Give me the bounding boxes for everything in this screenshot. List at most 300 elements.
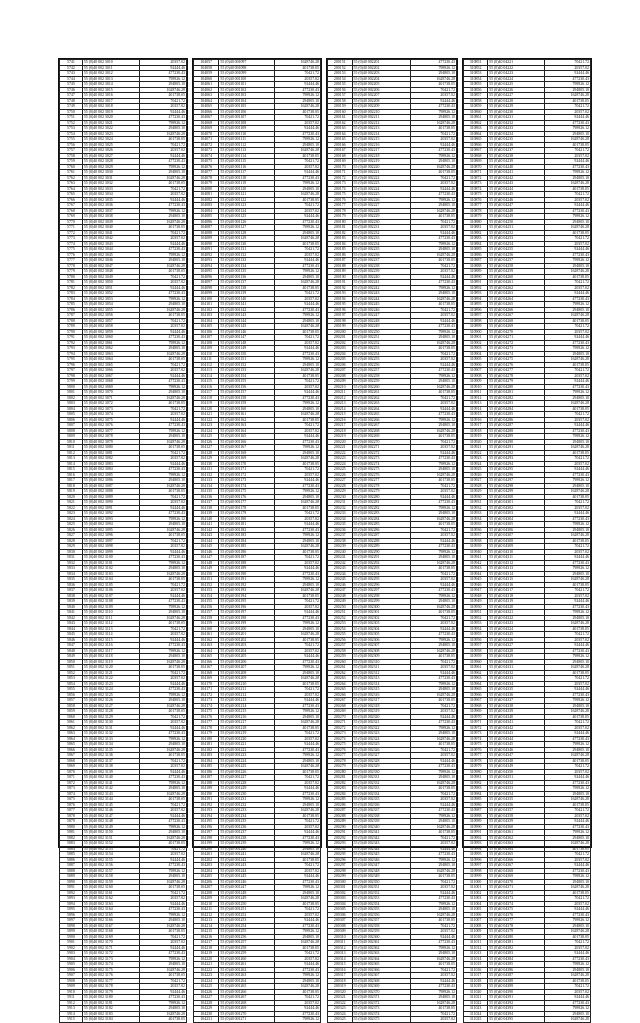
row-amount: 92444.46 (410, 802, 456, 808)
row-number: 311021 (464, 995, 488, 1001)
row-number: 200219 (328, 434, 353, 440)
row-amount: 401738.05 (275, 373, 321, 379)
row-amount: 294805.10 (140, 566, 187, 572)
row-amount: 477230.43 (545, 164, 591, 170)
row-number: 200225 (328, 467, 353, 473)
row-number: 200316 (328, 967, 353, 973)
row-code: 55 (0)40 001141 (219, 302, 275, 308)
row-code: 55 (0)40 04281 (488, 390, 545, 396)
row-number: 5758 (60, 153, 83, 159)
row-number: 310925 (464, 467, 488, 473)
row-amount: 70421.72 (545, 280, 591, 286)
row-code: 55 (0)40 002341 (352, 830, 410, 836)
row-amount: 477230.43 (545, 560, 591, 566)
row-code: 55 (0)40 001116 (219, 164, 275, 170)
row-number: 310945 (464, 577, 488, 583)
row-amount: 1628746.28 (410, 428, 456, 434)
row-code: 55 (0)40 002 3051 (82, 285, 139, 291)
row-amount: 92444.46 (410, 582, 456, 588)
row-number: 200311 (328, 940, 353, 946)
row-number: 200168 (328, 153, 353, 159)
row-number: 5868 (60, 758, 83, 764)
row-number: 310881 (464, 225, 488, 231)
row-amount: 798926.12 (275, 621, 321, 627)
row-amount: 1628746.28 (140, 131, 187, 137)
row-code: 55 (0)40 002265 (352, 412, 410, 418)
row-amount: 20357.02 (545, 65, 591, 71)
row-number: 5774 (60, 241, 83, 247)
row-code: 55 (0)40 04345 (488, 742, 545, 748)
row-code: 55 (0)40 002283 (352, 511, 410, 517)
row-number: 5820 (60, 494, 83, 500)
row-amount: 70421.72 (410, 747, 456, 753)
row-amount: 798926.12 (140, 208, 187, 214)
row-code: 55 (0)40 001152 (219, 362, 275, 368)
row-code: 55 (0)40 002330 (352, 769, 410, 775)
row-number: 200173 (328, 181, 353, 187)
row-code: 55 (0)40 002221 (352, 170, 410, 176)
row-number: 104107 (194, 335, 219, 341)
row-code: 55 (0)40 002 3156 (82, 863, 139, 869)
row-number: 5913 (60, 1006, 83, 1012)
row-number: 310897 (464, 313, 488, 319)
row-number: 310913 (464, 401, 488, 407)
row-amount: 798926.12 (410, 285, 456, 291)
row-amount: 798926.12 (275, 841, 321, 847)
row-number: 200160 (328, 109, 353, 115)
row-code: 55 (0)40 002357 (352, 918, 410, 924)
row-amount: 70421.72 (410, 175, 456, 181)
row-amount: 92444.46 (275, 742, 321, 748)
row-number: 5874 (60, 791, 83, 797)
row-amount: 798926.12 (140, 1000, 187, 1006)
row-number: 200158 (328, 98, 353, 104)
row-amount: 477230.43 (275, 571, 321, 577)
row-number: 200185 (328, 247, 353, 253)
row-amount: 1628746.28 (410, 340, 456, 346)
row-number: 5844 (60, 626, 83, 632)
row-code: 55 (0)40 001231 (219, 797, 275, 803)
row-code: 55 (0)40 002 3049 (82, 274, 139, 280)
row-number: 5792 (60, 340, 83, 346)
row-amount: 92444.46 (275, 126, 321, 132)
row-code: 55 (0)40 002202 (352, 65, 410, 71)
row-code: 55 (0)40 002 3022 (82, 126, 139, 132)
row-code: 55 (0)40 002222 (352, 175, 410, 181)
row-number: 5783 (60, 291, 83, 297)
row-amount: 1628746.28 (410, 296, 456, 302)
row-code: 55 (0)40 002 3098 (82, 544, 139, 550)
row-number: 5862 (60, 725, 83, 731)
row-code: 55 (0)40 002 3134 (82, 742, 139, 748)
row-code: 55 (0)40 002 3117 (82, 648, 139, 654)
row-amount: 294805.10 (140, 126, 187, 132)
row-amount: 294805.10 (140, 170, 187, 176)
row-amount: 70421.72 (275, 995, 321, 1001)
row-code: 55 (0)40 001102 (219, 87, 275, 93)
row-amount: 401738.05 (140, 137, 187, 143)
row-amount: 20357.02 (275, 516, 321, 522)
row-number: 104169 (194, 676, 219, 682)
row-amount: 294805.10 (275, 758, 321, 764)
row-amount: 1628746.28 (140, 439, 187, 445)
row-code: 55 (0)40 002 3148 (82, 819, 139, 825)
row-code: 55 (0)40 001243 (219, 863, 275, 869)
row-amount: 477230.43 (140, 995, 187, 1001)
row-number: 104066 (194, 109, 219, 115)
row-code: 55 (0)40 04282 (488, 395, 545, 401)
row-number: 104135 (194, 489, 219, 495)
row-amount: 294805.10 (410, 687, 456, 693)
row-number: 200280 (328, 769, 353, 775)
row-code: 55 (0)40 001167 (219, 445, 275, 451)
row-number: 200241 (328, 555, 353, 561)
row-code: 55 (0)40 002 3135 (82, 747, 139, 753)
row-code: 55 (0)40 001253 (219, 918, 275, 924)
row-code: 55 (0)40 002281 (352, 500, 410, 506)
row-number: 104184 (194, 758, 219, 764)
row-amount: 1628746.28 (140, 395, 187, 401)
row-number: 310877 (464, 203, 488, 209)
row-code: 55 (0)40 002290 (352, 549, 410, 555)
row-number: 200315 (328, 962, 353, 968)
row-number: 310951 (464, 610, 488, 616)
row-amount: 92444.46 (275, 346, 321, 352)
row-number: 200245 (328, 577, 353, 583)
row-code: 55 (0)40 001154 (219, 373, 275, 379)
row-code: 55 (0)40 002 3038 (82, 214, 139, 220)
row-amount: 20357.02 (140, 368, 187, 374)
row-code: 55 (0)40 001228 (219, 780, 275, 786)
row-number: 311015 (464, 962, 488, 968)
row-amount: 477230.43 (140, 291, 187, 297)
row-number: 5806 (60, 417, 83, 423)
row-number: 104177 (194, 720, 219, 726)
row-amount: 401738.05 (410, 82, 456, 88)
row-amount: 20357.02 (545, 989, 591, 995)
row-number: 5886 (60, 857, 83, 863)
row-code: 55 (0)40 002 3180 (82, 995, 139, 1001)
row-number: 200175 (328, 192, 353, 198)
row-amount: 477230.43 (545, 384, 591, 390)
row-code: 55 (0)40 002224 (352, 186, 410, 192)
row-number: 104213 (194, 918, 219, 924)
row-code: 55 (0)40 002 3144 (82, 797, 139, 803)
row-amount: 294805.10 (410, 819, 456, 825)
row-code: 55 (0)40 002327 (352, 753, 410, 759)
row-code: 55 (0)40 002 3151 (82, 835, 139, 841)
row-code: 55 (0)40 001192 (219, 582, 275, 588)
row-code: 55 (0)40 04389 (488, 984, 545, 990)
row-code: 55 (0)40 002 3045 (82, 252, 139, 258)
row-number: 5772 (60, 230, 83, 236)
row-number: 5843 (60, 621, 83, 627)
row-number: 311013 (464, 951, 488, 957)
row-code: 55 (0)40 04265 (488, 302, 545, 308)
row-code: 55 (0)40 001256 (219, 934, 275, 940)
row-code: 55 (0)40 04236 (488, 142, 545, 148)
row-code: 55 (0)40 04257 (488, 258, 545, 264)
row-amount: 477230.43 (275, 703, 321, 709)
row-number: 104138 (194, 505, 219, 511)
row-number: 200262 (328, 670, 353, 676)
row-number: 104202 (194, 857, 219, 863)
row-amount: 798926.12 (140, 956, 187, 962)
row-amount: 92444.46 (410, 142, 456, 148)
row-amount: 92444.46 (545, 467, 591, 473)
row-amount: 1628746.28 (410, 648, 456, 654)
row-amount: 92444.46 (410, 890, 456, 896)
row-amount: 401738.05 (410, 786, 456, 792)
row-code: 55 (0)40 002317 (352, 698, 410, 704)
row-code: 55 (0)40 002 3075 (82, 417, 139, 423)
row-code: 55 (0)40 002 3018 (82, 104, 139, 110)
row-amount: 70421.72 (545, 984, 591, 990)
row-number: 104124 (194, 428, 219, 434)
row-number: 310872 (464, 175, 488, 181)
row-code: 55 (0)40 002365 (352, 962, 410, 968)
row-number: 104079 (194, 181, 219, 187)
row-amount: 798926.12 (275, 577, 321, 583)
row-number: 5894 (60, 901, 83, 907)
row-code: 55 (0)40 04221 (488, 60, 545, 66)
row-number: 5808 (60, 428, 83, 434)
row-amount: 477230.43 (275, 1011, 321, 1017)
row-amount: 70421.72 (275, 511, 321, 517)
row-number: 310901 (464, 335, 488, 341)
row-number: 311008 (464, 923, 488, 929)
row-amount: 798926.12 (275, 181, 321, 187)
row-number: 104151 (194, 577, 219, 583)
row-number: 104069 (194, 126, 219, 132)
row-code: 55 (0)40 001235 (219, 819, 275, 825)
row-number: 104180 (194, 736, 219, 742)
row-code: 55 (0)40 002 3123 (82, 681, 139, 687)
row-code: 55 (0)40 002203 (352, 71, 410, 77)
row-code: 55 (0)40 002212 (352, 120, 410, 126)
row-code: 55 (0)40 001156 (219, 384, 275, 390)
row-number: 310911 (464, 390, 488, 396)
row-number: 311017 (464, 973, 488, 979)
row-code: 55 (0)40 002213 (352, 126, 410, 132)
row-number: 310942 (464, 560, 488, 566)
row-amount: 294805.10 (140, 478, 187, 484)
row-code: 55 (0)40 002 3159 (82, 879, 139, 885)
row-code: 55 (0)40 001107 (219, 115, 275, 121)
row-amount: 70421.72 (410, 263, 456, 269)
row-amount: 70421.72 (140, 802, 187, 808)
row-number: 310854 (464, 76, 488, 82)
row-amount: 294805.10 (140, 214, 187, 220)
row-amount: 1628746.28 (410, 604, 456, 610)
row-amount: 401738.05 (275, 417, 321, 423)
row-amount: 798926.12 (410, 153, 456, 159)
row-code: 55 (0)40 001216 (219, 714, 275, 720)
row-code: 55 (0)40 001164 (219, 428, 275, 434)
row-code: 55 (0)40 002294 (352, 571, 410, 577)
row-number: 104157 (194, 610, 219, 616)
row-number: 5909 (60, 984, 83, 990)
row-code: 55 (0)40 002 3078 (82, 434, 139, 440)
row-number: 310984 (464, 791, 488, 797)
row-amount: 70421.72 (545, 104, 591, 110)
row-amount: 401738.05 (410, 258, 456, 264)
row-amount: 401738.05 (545, 538, 591, 544)
row-amount: 798926.12 (410, 857, 456, 863)
row-amount: 20357.02 (410, 753, 456, 759)
row-amount: 1628746.28 (275, 500, 321, 506)
row-code: 55 (0)40 04338 (488, 703, 545, 709)
row-amount: 1628746.28 (545, 225, 591, 231)
row-amount: 20357.02 (410, 929, 456, 935)
row-amount: 798926.12 (545, 82, 591, 88)
row-code: 55 (0)40 04228 (488, 98, 545, 104)
row-number: 200220 (328, 439, 353, 445)
row-number: 5802 (60, 395, 83, 401)
row-code: 55 (0)40 001210 (219, 681, 275, 687)
row-number: 104153 (194, 588, 219, 594)
row-code: 55 (0)40 002 3027 (82, 153, 139, 159)
row-amount: 798926.12 (275, 401, 321, 407)
row-amount: 401738.05 (545, 98, 591, 104)
row-amount: 401738.05 (140, 621, 187, 627)
row-number: 104089 (194, 236, 219, 242)
row-amount: 798926.12 (275, 709, 321, 715)
row-number: 200296 (328, 857, 353, 863)
row-code: 55 (0)40 001224 (219, 758, 275, 764)
row-code: 55 (0)40 002338 (352, 813, 410, 819)
row-amount: 92444.46 (545, 819, 591, 825)
row-number: 200234 (328, 516, 353, 522)
row-number: 5827 (60, 533, 83, 539)
row-number: 104196 (194, 824, 219, 830)
row-code: 55 (0)40 002235 (352, 247, 410, 253)
row-code: 55 (0)40 001218 (219, 725, 275, 731)
table-row (60, 1017, 187, 1023)
row-number: 5799 (60, 379, 83, 385)
row-amount: 20357.02 (545, 153, 591, 159)
row-code: 55 (0)40 002 3070 (82, 390, 139, 396)
row-code: 55 (0)40 04252 (488, 230, 545, 236)
row-number: 310963 (464, 676, 488, 682)
row-amount: 20357.02 (275, 736, 321, 742)
row-amount: 401738.05 (410, 170, 456, 176)
row-code: 55 (0)40 001240 (219, 846, 275, 852)
row-number: 104171 (194, 687, 219, 693)
row-code: 55 (0)40 04348 (488, 758, 545, 764)
row-amount: 294805.10 (410, 511, 456, 517)
row-code: 55 (0)40 002 3128 (82, 709, 139, 715)
row-number: 104144 (194, 538, 219, 544)
row-code: 55 (0)40 04351 (488, 775, 545, 781)
row-number: 104108 (194, 340, 219, 346)
row-code: 55 (0)40 002339 (352, 819, 410, 825)
row-amount: 798926.12 (545, 962, 591, 968)
row-number: 5790 (60, 329, 83, 335)
row-amount: 401738.05 (545, 626, 591, 632)
row-code: 55 (0)40 04395 (488, 1017, 545, 1023)
row-amount: 798926.12 (410, 637, 456, 643)
row-code: 55 (0)40 002206 (352, 87, 410, 93)
row-code: 55 (0)40 04234 (488, 131, 545, 137)
row-code: 55 (0)40 002257 (352, 368, 410, 374)
row-amount: 294805.10 (140, 522, 187, 528)
row-code: 55 (0)40 002318 (352, 703, 410, 709)
row-number: 104109 (194, 346, 219, 352)
row-amount: 477230.43 (275, 439, 321, 445)
row-code: 55 (0)40 002 3150 (82, 830, 139, 836)
row-amount: 401738.05 (275, 813, 321, 819)
row-number: 104149 (194, 566, 219, 572)
row-number: 200231 (328, 500, 353, 506)
row-code: 55 (0)40 04374 (488, 901, 545, 907)
row-amount: 294805.10 (140, 962, 187, 968)
row-amount: 20357.02 (545, 373, 591, 379)
row-code: 55 (0)40 002 3072 (82, 401, 139, 407)
row-amount: 401738.05 (410, 566, 456, 572)
row-code: 55 (0)40 002 3016 (82, 93, 139, 99)
row-code: 55 (0)40 002 3065 (82, 362, 139, 368)
row-code: 55 (0)40 002319 (352, 709, 410, 715)
row-code: 55 (0)40 04275 (488, 357, 545, 363)
row-amount: 798926.12 (140, 692, 187, 698)
row-amount: 20357.02 (545, 725, 591, 731)
row-number: 5830 (60, 549, 83, 555)
row-code: 55 (0)40 04386 (488, 967, 545, 973)
row-code: 55 (0)40 001103 (219, 93, 275, 99)
row-number: 5811 (60, 445, 83, 451)
row-amount: 1628746.28 (545, 357, 591, 363)
row-number: 104212 (194, 912, 219, 918)
row-code: 55 (0)40 002214 (352, 131, 410, 137)
row-amount: 798926.12 (545, 786, 591, 792)
row-code: 55 (0)40 002 3039 (82, 219, 139, 225)
row-number: 104170 (194, 681, 219, 687)
row-amount: 798926.12 (140, 824, 187, 830)
row-amount: 1628746.28 (140, 747, 187, 753)
row-amount: 20357.02 (275, 164, 321, 170)
row-amount: 1628746.28 (275, 632, 321, 638)
row-amount: 798926.12 (275, 225, 321, 231)
row-code: 55 (0)40 001230 (219, 791, 275, 797)
row-code: 55 (0)40 002 3142 (82, 786, 139, 792)
row-amount: 92444.46 (140, 901, 187, 907)
row-number: 5897 (60, 918, 83, 924)
row-amount: 92444.46 (410, 362, 456, 368)
row-code: 55 (0)40 002267 (352, 423, 410, 429)
row-code: 55 (0)40 04279 (488, 379, 545, 385)
row-code: 55 (0)40 002 3097 (82, 538, 139, 544)
row-amount: 70421.72 (140, 142, 187, 148)
row-number: 311003 (464, 896, 488, 902)
row-amount: 20357.02 (410, 357, 456, 363)
row-amount: 70421.72 (275, 159, 321, 165)
row-code: 55 (0)40 002 3076 (82, 423, 139, 429)
row-code: 55 (0)40 002322 (352, 725, 410, 731)
row-code: 55 (0)40 001255 (219, 929, 275, 935)
row-code: 55 (0)40 002227 (352, 203, 410, 209)
row-amount: 92444.46 (410, 494, 456, 500)
row-code: 55 (0)40 002 3149 (82, 824, 139, 830)
row-amount: 798926.12 (410, 65, 456, 71)
row-number: 200305 (328, 907, 353, 913)
row-amount: 401738.05 (545, 714, 591, 720)
row-code: 55 (0)40 002367 (352, 973, 410, 979)
row-amount: 1628746.28 (140, 527, 187, 533)
row-code: 55 (0)40 002360 (352, 934, 410, 940)
row-amount: 798926.12 (410, 109, 456, 115)
row-number: 200180 (328, 219, 353, 225)
